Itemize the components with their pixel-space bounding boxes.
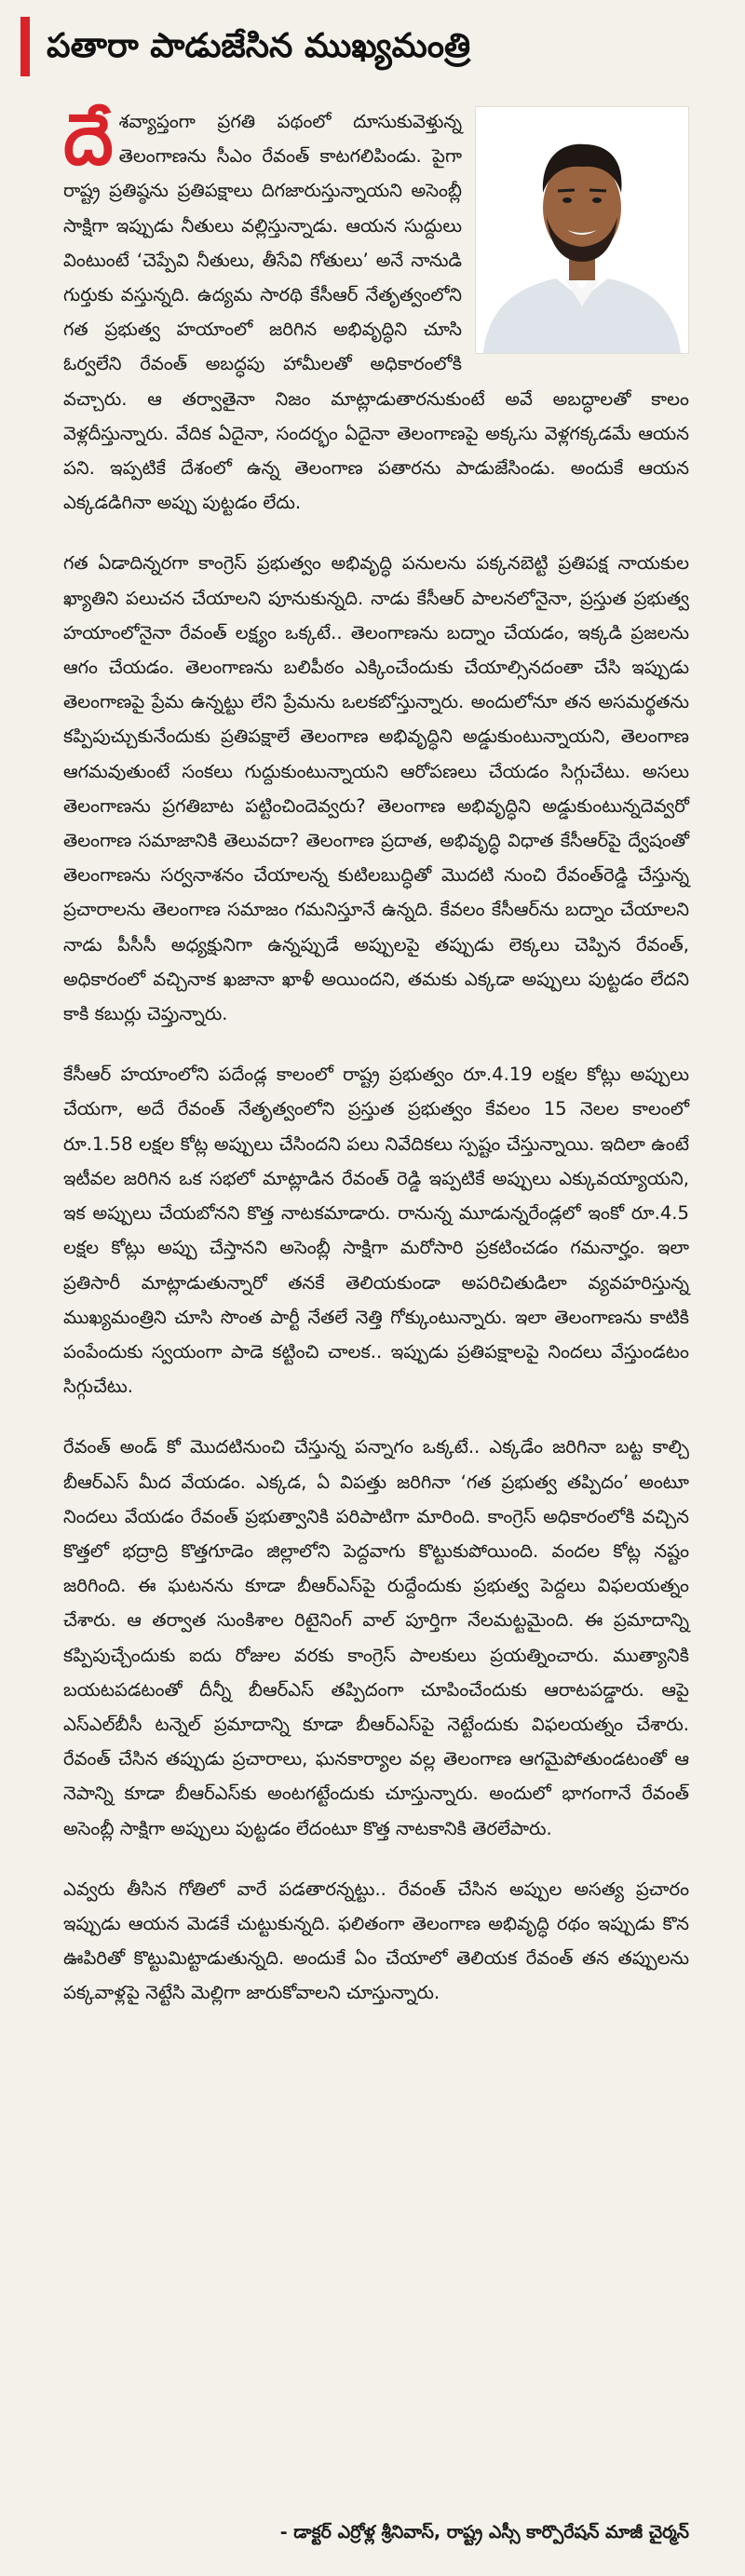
paragraph-text: శవ్యాప్తంగా ప్రగతి పథంలో దూసుకువెళ్తున్న తెలంగాణను సీఎం రేవంత్ కాటగలిపిండు. పైగా రాష్ట్ర ప్రతిష్ఠను ప్రతిపక్షాలు దిగజారుస్తున్నాయని అసెంబ్లీ సాక్షిగా ఇప్పుడు నీతులు వల్లిస్తున్నాడు. ఆయన సుద్దులు వింటుంటే ‘చెప్పేవి నీతులు, తీసేవి గోతులు’ అనే నానుడి గుర్తుకు వస్తున్నది. ఉద్యమ సారథి కేసీఆర్ నేతృత్వంలోని గత ప్రభుత్వ హయాంలో జరిగిన అభివృద్ధిని చూసి ఓర్వలేని రేవంత్ అబద్ధపు హామీలతో అధికారంలోకి వచ్చారు. ఆ తర్వాతైనా నిజం మాట్లాడుతారనుకుంటే అవే అబద్ధాలతో కాలం వెళ్లదీస్తున్నారు. వేదిక ఏదైనా, సందర్భం ఏదైనా తెలంగాణపై అక్కసు వెళ్లగక్కడమే ఆయన పని. ఇప్పటికే దేశంలో ఉన్న తెలంగాణ పతారను పాడుజేసిండు. అందుకే ఆయన ఎక్కడడిగినా అప్పు పుట్టడం లేదు.	[63, 111, 689, 514]
author-photo	[475, 106, 689, 354]
article-paragraph-4: రేవంత్ అండ్ కో మొదటినుంచి చేస్తున్న పన్నాగం ఒక్కటే.. ఎక్కడేం జరిగినా బట్ట కాల్చి బీఆర్ఎస్ మీద వేయడం. ఎక్కడ, ఏ విపత్తు జరిగినా ‘గత ప్రభుత్వ తప్పిదం’ అంటూ నిందలు వేయడం రేవంత్ ప్రభుత్వానికి పరిపాటిగా మారింది. కాంగ్రెస్ అధికారంలోకి వచ్చిన కొత్తలో భద్రాద్రి కొత్తగూడెం జిల్లాలోని పెద్దవాగు కొట్టుకుపోయింది. వందల కోట్ల నష్టం జరిగింది. ఈ ఘటనను కూడా బీఆర్ఎస్‌పై రుద్దేందుకు ప్రభుత్వ పెద్దలు విఫలయత్నం చేశారు. ఆ తర్వాత సుంకిశాల రిటైనింగ్ వాల్ పూర్తిగా నేలమట్టమైంది. ఈ ప్రమాదాన్ని కప్పిపుచ్చేందుకు ఐదు రోజుల వరకు కాంగ్రెస్ పాలకులు ప్రయత్నించారు. ముత్యానికి బయటపడటంతో దీన్నీ బీఆర్ఎస్ తప్పిదంగా చూపించేందుకు ఆరాటపడ్డారు. ఆపై ఎస్ఎల్‌బీసీ టన్నెల్ ప్రమాదాన్ని కూడా బీఆర్ఎస్‌పై నెట్టేందుకు విఫలయత్నం చేశారు. రేవంత్ చేసిన తప్పుడు ప్రచారాలు, ఘనకార్యాల వల్ల తెలంగాణ ఆగమైపోతుండటంతో ఆ నెపాన్ని కూడా బీఆర్ఎస్‌కు అంటగట్టేందుకు చూస్తున్నారు. అందులో భాగంగానే రేవంత్ అసెంబ్లీ సాక్షిగా అప్పులు పుట్టడం లేదంటూ కొత్త నాటకానికి తెరలేపారు.	[63, 1436, 689, 1839]
headline-bar	[20, 17, 725, 76]
article-paragraph-3: కేసీఆర్ హయాంలోని పదేండ్ల కాలంలో రాష్ట్ర ప్రభుత్వం రూ.4.19 లక్షల కోట్లు అప్పులు చేయగా, అదే రేవంత్ నేతృత్వంలోని ప్రస్తుత ప్రభుత్వం కేవలం 15 నెలల కాలంలో రూ.1.58 లక్షల కోట్ల అప్పులు చేసిందని పలు నివేదికలు స్పష్టం చేస్తున్నాయి. ఇదిలా ఉంటే ఇటీవల జరిగిన ఒక సభలో మాట్లాడిన రేవంత్ రెడ్డి ఇప్పటికే అప్పులు ఎక్కువయ్యాయని, ఇక అప్పులు చేయబోనని కొత్త నాటకమాడారు. రానున్న మూడున్నరేండ్లలో ఇంకో రూ.4.5 లక్షల కోట్లు అప్పు చేస్తానని అసెంబ్లీ సాక్షిగా మరోసారి ప్రకటించడం గమనార్హం. ఇలా ప్రతిసారీ మాట్లాడుతున్నారో తనకే తెలియకుండా అపరిచితుడిలా వ్యవహరిస్తున్న ముఖ్యమంత్రిని చూసి సొంత పార్టీ నేతలే నెత్తి గోక్కుంటున్నారు. ఇలా తెలంగాణను కాటికి పంపేందుకు స్వయంగా పాడె కట్టించి చాలక.. ఇప్పుడు ప్రతిపక్షాలపై నిందలు వేస్తుండటం సిగ్గుచేటు.	[63, 1064, 689, 1398]
article-headline: పతారా పాడుజేసిన ముఖ్యమంత్రి	[47, 27, 471, 65]
article-paragraph-1	[63, 98, 689, 520]
drop-cap: దే	[63, 98, 114, 181]
author-byline: - డాక్టర్ ఎర్రోళ్ల శ్రీనివాస్, రాష్ట్ర ఎస్సీ కార్పొరేషన్ మాజీ చైర్మన్	[279, 2522, 689, 2542]
article-body	[63, 98, 689, 2037]
article-paragraph-5: ఎవ్వరు తీసిన గోతిలో వారే పడతారన్నట్టు.. రేవంత్ చేసిన అప్పుల అసత్య ప్రచారం ఇప్పుడు ఆయన మెడకే చుట్టుకున్నది. ఫలితంగా తెలంగాణ అభివృద్ధి రథం ఇప్పుడు కొన ఊపిరితో కొట్టుమిట్టాడుతున్నది. అందుకే ఏం చేయాలో తెలియక రేవంత్ తన తప్పులను పక్కవాళ్లపై నెట్టేసి మెల్లిగా జారుకోవాలని చూస్తున్నారు.	[63, 1878, 689, 2004]
article-paragraph-2: గత ఏడాదిన్నరగా కాంగ్రెస్ ప్రభుత్వం అభివృద్ధి పనులను పక్కనబెట్టి ప్రతిపక్ష నాయకుల ఖ్యాతిని పలుచన చేయాలని పూనుకున్నది. నాడు కేసీఆర్ పాలనలోనైనా, ప్రస్తుత ప్రభుత్వ హయాంలోనైనా రేవంత్ లక్ష్యం ఒక్కటే.. తెలంగాణను బద్నాం చేయడం, ఇక్కడి ప్రజలను ఆగం చేయడం. తెలంగాణను బలిపీఠం ఎక్కించేందుకు చేయాల్సినదంతా చేసి ఇప్పుడు తెలంగాణపై ప్రేమ ఉన్నట్టు లేని ప్రేమను ఒలకబోస్తున్నారు. అందులోనూ తన అసమర్థతను కప్పిపుచ్చుకునేందుకు ప్రతిపక్షాలే తెలంగాణ అభివృద్ధిని అడ్డుకుంటున్నాయని, తెలంగాణ ఆగమవుతుంటే సంకలు గుద్దుకుంటున్నాయని ఆరోపణలు చేయడం సిగ్గుచేటు. అసలు తెలంగాణను ప్రగతిబాట పట్టించిందెవ్వరు? తెలంగాణ అభివృద్ధిని అడ్డుకుంటున్నదెవ్వరో తెలంగాణ సమాజానికి తెలువదా? తెలంగాణ ప్రదాత, అభివృద్ధి విధాత కేసీఆర్‌పై ద్వేషంతో తెలంగాణను సర్వనాశనం చేయాలన్న కుటిలబుద్ధితో మొదటి నుంచి రేవంత్‌రెడ్డి చేస్తున్న ప్రచారాలను తెలంగాణ సమాజం గమనిస్తూనే ఉన్నది. కేవలం కేసీఆర్‌ను బద్నాం చేయాలని నాడు పీసీసీ అధ్యక్షునిగా ఉన్నప్పుడే అప్పులపై తప్పుడు లెక్కలు చెప్పిన రేవంత్, అధికారంలో వచ్చినాక ఖజానా ఖాళీ అయిందని, తమకు ఎక్కడా అప్పులు పుట్టడం లేదని కాకి కబుర్లు చెప్తున్నారు.	[63, 552, 689, 1025]
